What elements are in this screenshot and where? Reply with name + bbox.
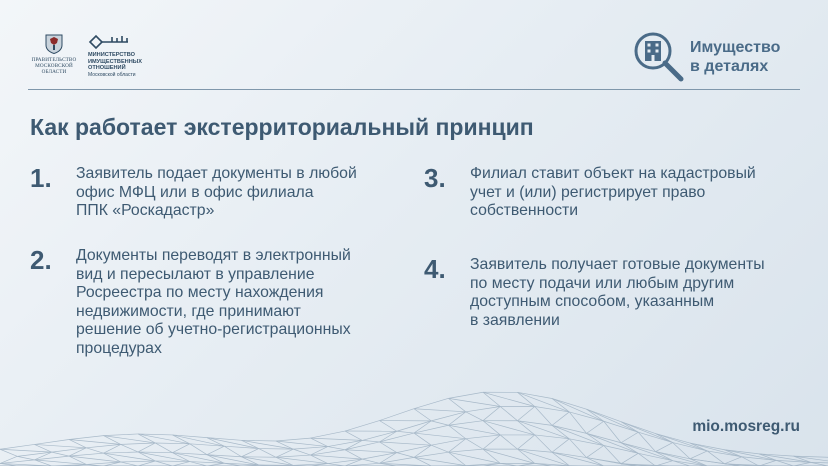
website-link[interactable]: mio.mosreg.ru xyxy=(692,418,800,435)
government-logo-text: ПРАВИТЕЛЬСТВО МОСКОВСКОЙ ОБЛАСТИ xyxy=(31,57,77,75)
step-4 xyxy=(424,254,814,344)
step-text: Заявитель подает документы в любой офис МФЦ или в офис филиала ППК «Роскадастр» xyxy=(76,165,357,220)
government-logo xyxy=(28,34,80,75)
brand-title: Имущество в деталях xyxy=(690,39,781,75)
building-magnifier-icon xyxy=(632,30,686,84)
ministry-logo xyxy=(88,34,178,78)
step-number: 4. xyxy=(424,254,446,284)
page-title: Как работает экстерриториальный принцип xyxy=(30,114,534,140)
brand-block xyxy=(632,30,812,82)
step-number: 1. xyxy=(30,163,52,193)
step-text: Документы переводят в электронный вид и пересылают в управление Росреестра по месту нахождения недвижимости, где принимают решение об учетно-регистрационных процедурах xyxy=(76,247,351,357)
coat-of-arms-icon xyxy=(45,34,63,54)
wireframe-terrain-decoration xyxy=(0,340,828,466)
step-number: 3. xyxy=(424,163,446,193)
step-1 xyxy=(30,163,400,233)
step-text: Филиал ставит объект на кадастровый учет и (или) регистрирует право собственности xyxy=(470,165,756,220)
key-icon xyxy=(88,34,130,50)
step-text: Заявитель получает готовые документы по месту подачи или любым другим доступным способом, указанным в заявлении xyxy=(470,256,765,329)
header xyxy=(0,0,828,92)
step-3 xyxy=(424,163,814,233)
ministry-logo-title: МИНИСТЕРСТВО ИМУЩЕСТВЕННЫХ ОТНОШЕНИЙ xyxy=(88,52,142,72)
ministry-logo-subtitle: Московской области xyxy=(88,71,136,78)
header-divider xyxy=(28,89,800,90)
step-number: 2. xyxy=(30,245,52,275)
